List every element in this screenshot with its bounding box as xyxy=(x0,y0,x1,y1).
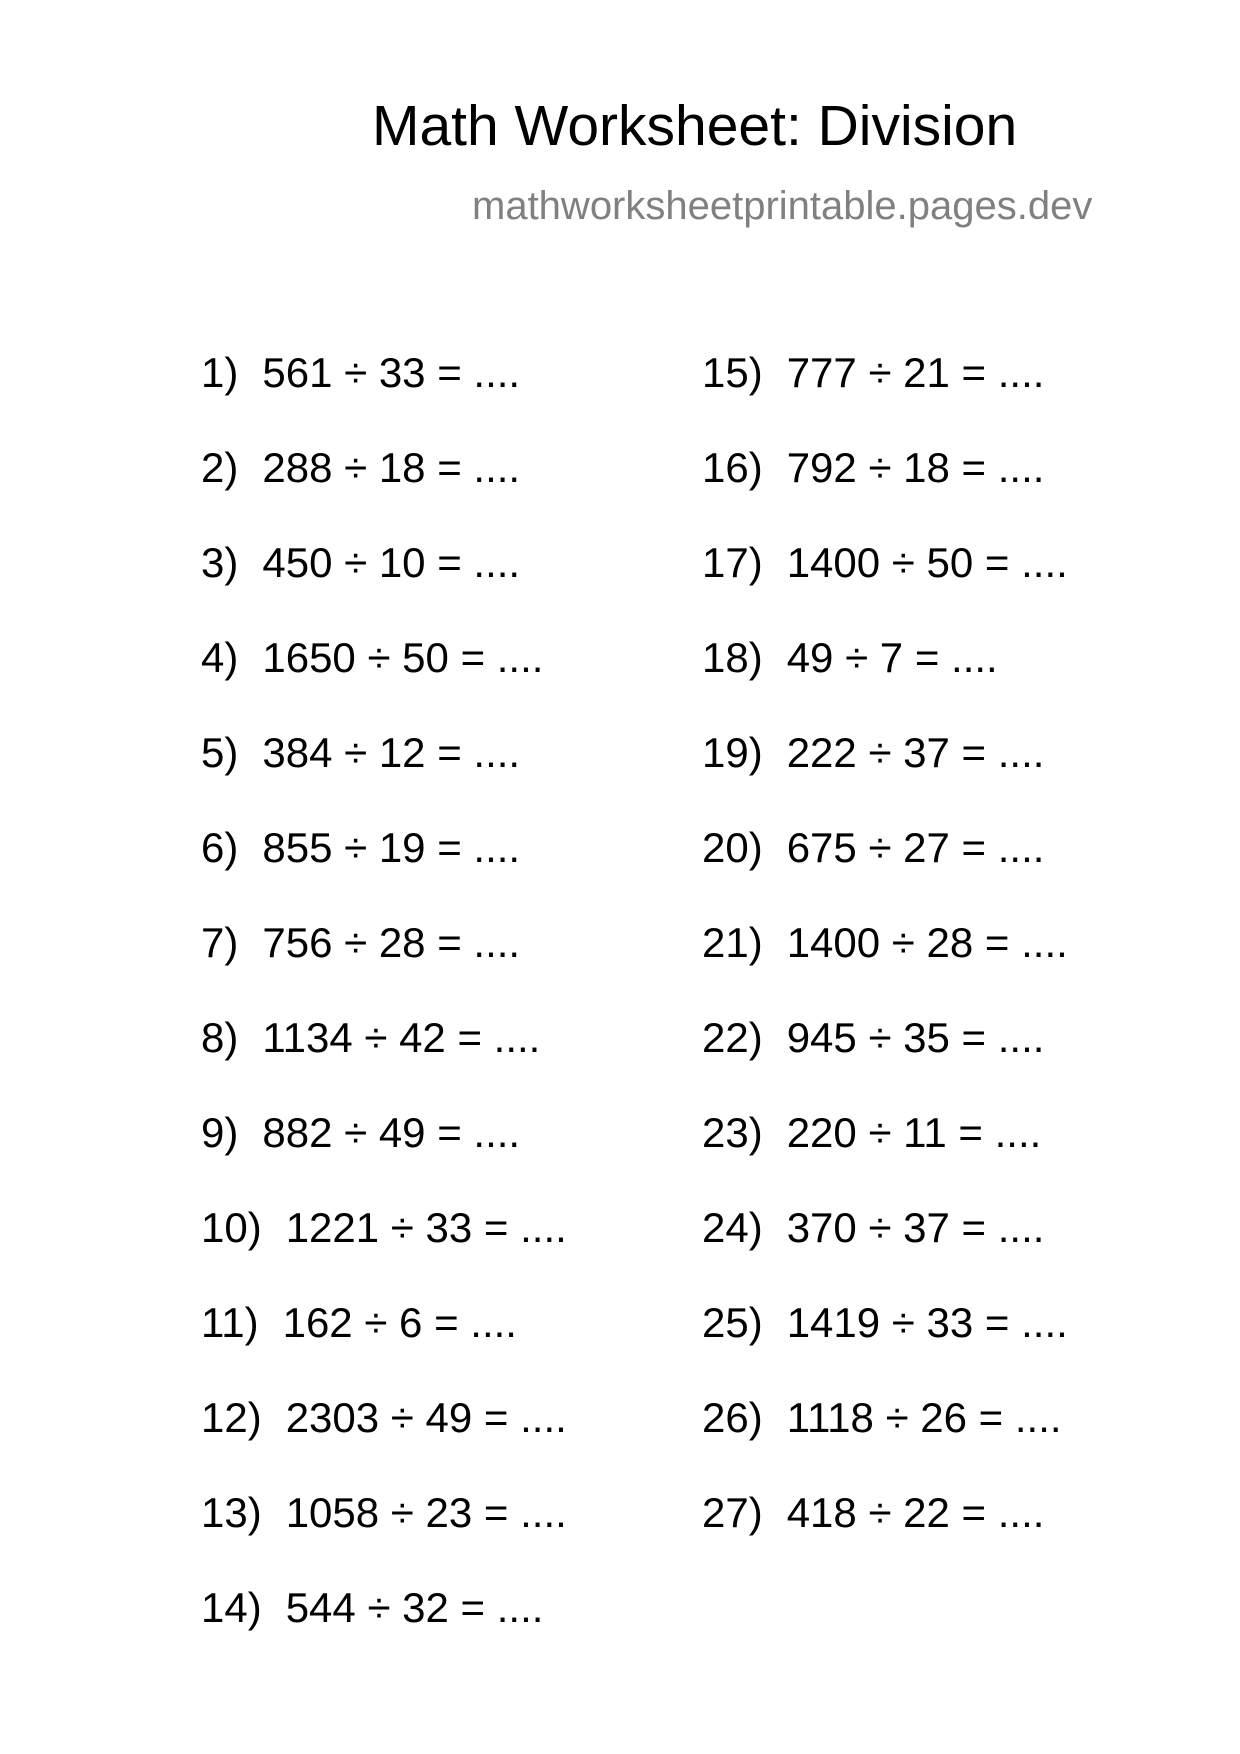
problem-number: 2) xyxy=(201,444,239,491)
problem-number: 19) xyxy=(702,729,763,776)
problem-expression: 49 ÷ 7 = .... xyxy=(786,634,998,681)
problem-number: 23) xyxy=(702,1109,763,1156)
problem-expression: 945 ÷ 35 = .... xyxy=(786,1014,1045,1061)
problem-number: 16) xyxy=(702,444,763,491)
problem-expression: 1400 ÷ 50 = .... xyxy=(786,539,1068,586)
problem-expression: 1134 ÷ 42 = .... xyxy=(262,1014,541,1061)
problem-expression: 1650 ÷ 50 = .... xyxy=(262,634,544,681)
problem-item xyxy=(201,1394,567,1492)
problem-item xyxy=(702,824,1068,922)
problem-expression: 1400 ÷ 28 = .... xyxy=(786,919,1068,966)
problem-expression: 777 ÷ 21 = .... xyxy=(786,349,1045,396)
problem-item xyxy=(201,1014,567,1112)
problem-item xyxy=(702,1204,1068,1302)
problem-number: 5) xyxy=(201,729,239,776)
problem-item xyxy=(201,1299,567,1397)
problem-number: 8) xyxy=(201,1014,239,1061)
problem-number: 1) xyxy=(201,349,239,396)
problem-number: 17) xyxy=(702,539,763,586)
problem-expression: 222 ÷ 37 = .... xyxy=(786,729,1045,776)
problem-expression: 792 ÷ 18 = .... xyxy=(786,444,1045,491)
problem-column-right xyxy=(702,349,1068,1587)
problem-number: 12) xyxy=(201,1394,262,1441)
problem-number: 15) xyxy=(702,349,763,396)
problem-expression: 384 ÷ 12 = .... xyxy=(262,729,521,776)
problem-number: 14) xyxy=(201,1584,262,1631)
problem-number: 11) xyxy=(201,1299,259,1346)
problem-item xyxy=(702,1489,1068,1587)
problem-number: 24) xyxy=(702,1204,763,1251)
problem-item xyxy=(702,1109,1068,1207)
problem-expression: 1118 ÷ 26 = .... xyxy=(786,1394,1062,1441)
problem-item xyxy=(201,1204,567,1302)
problem-item xyxy=(702,634,1068,732)
problem-expression: 288 ÷ 18 = .... xyxy=(262,444,521,491)
problem-expression: 675 ÷ 27 = .... xyxy=(786,824,1045,871)
problem-number: 13) xyxy=(201,1489,262,1536)
problem-expression: 1221 ÷ 33 = .... xyxy=(285,1204,567,1251)
problem-number: 3) xyxy=(201,539,239,586)
problem-item xyxy=(201,1489,567,1587)
problem-expression: 2303 ÷ 49 = .... xyxy=(285,1394,567,1441)
problem-item xyxy=(702,1299,1068,1397)
problem-item xyxy=(201,824,567,922)
problem-column-left xyxy=(201,349,567,1682)
problem-expression: 756 ÷ 28 = .... xyxy=(262,919,521,966)
problem-number: 6) xyxy=(201,824,239,871)
problem-item xyxy=(702,444,1068,542)
source-website: mathworksheetprintable.pages.dev xyxy=(472,184,1093,228)
problem-expression: 370 ÷ 37 = .... xyxy=(786,1204,1045,1251)
problem-item xyxy=(702,349,1068,447)
problem-item xyxy=(702,729,1068,827)
problem-item xyxy=(201,444,567,542)
problem-expression: 162 ÷ 6 = .... xyxy=(282,1299,517,1346)
problem-number: 25) xyxy=(702,1299,763,1346)
problem-number: 7) xyxy=(201,919,239,966)
problem-expression: 561 ÷ 33 = .... xyxy=(262,349,521,396)
problem-number: 26) xyxy=(702,1394,763,1441)
problem-item xyxy=(201,1109,567,1207)
problem-item xyxy=(201,919,567,1017)
problem-item xyxy=(201,349,567,447)
problem-expression: 450 ÷ 10 = .... xyxy=(262,539,521,586)
problem-item xyxy=(201,1584,567,1682)
problem-item xyxy=(702,1394,1068,1492)
problem-item xyxy=(702,539,1068,637)
problem-number: 10) xyxy=(201,1204,262,1251)
problem-number: 22) xyxy=(702,1014,763,1061)
problem-item xyxy=(702,919,1068,1017)
problem-item xyxy=(702,1014,1068,1112)
problem-number: 4) xyxy=(201,634,239,681)
problem-expression: 882 ÷ 49 = .... xyxy=(262,1109,521,1156)
problem-number: 27) xyxy=(702,1489,763,1536)
problem-expression: 1058 ÷ 23 = .... xyxy=(285,1489,567,1536)
problem-number: 9) xyxy=(201,1109,239,1156)
problem-number: 18) xyxy=(702,634,763,681)
problem-expression: 220 ÷ 11 = .... xyxy=(786,1109,1042,1156)
problem-item xyxy=(201,539,567,637)
problem-expression: 1419 ÷ 33 = .... xyxy=(786,1299,1068,1346)
problem-number: 21) xyxy=(702,919,763,966)
problem-expression: 418 ÷ 22 = .... xyxy=(786,1489,1045,1536)
problem-expression: 855 ÷ 19 = .... xyxy=(262,824,521,871)
problem-expression: 544 ÷ 32 = .... xyxy=(285,1584,544,1631)
problem-item xyxy=(201,729,567,827)
page-title: Math Worksheet: Division xyxy=(372,94,1018,158)
problem-item xyxy=(201,634,567,732)
problem-number: 20) xyxy=(702,824,763,871)
